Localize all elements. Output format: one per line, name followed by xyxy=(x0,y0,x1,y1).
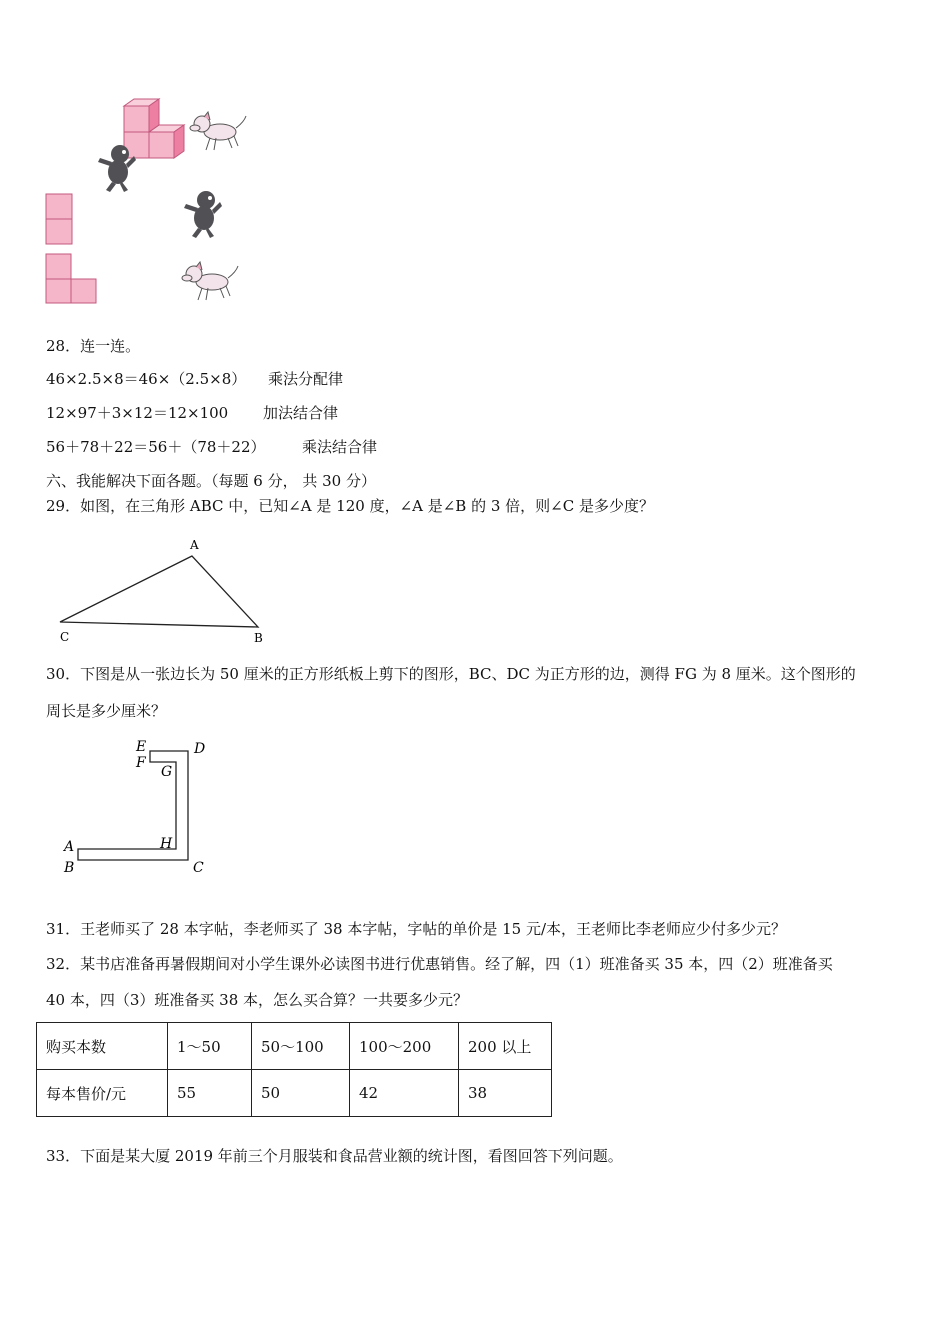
table-cell: 200 以上 xyxy=(459,1023,552,1070)
triangle-abc-figure xyxy=(50,534,280,649)
monkey-icon xyxy=(184,191,222,238)
triangle-label-c: C xyxy=(60,630,70,644)
view-l-squares xyxy=(46,254,96,303)
table-cell: 100～200 xyxy=(350,1023,459,1070)
q28-law-1: 乘法分配律 xyxy=(268,370,344,388)
q31-text: 31．王老师买了 28 本字帖，李老师买了 38 本字帖，字帖的单价是 15 元/本，王老师比李老师应少付多少元？ xyxy=(46,920,787,938)
table-cell: 55 xyxy=(168,1070,252,1117)
shape-label-e: E xyxy=(136,739,147,755)
table-cell: 1～50 xyxy=(168,1023,252,1070)
q28-law-3: 乘法结合律 xyxy=(302,438,378,456)
shape-label-g: G xyxy=(161,764,173,780)
q28-law-2: 加法结合律 xyxy=(263,404,339,422)
shape-label-b: B xyxy=(64,860,75,876)
dog-icon xyxy=(190,112,246,150)
triangle-abc xyxy=(60,556,258,627)
table-cell: 购买本数 xyxy=(37,1023,168,1070)
shape-label-a: A xyxy=(64,839,75,855)
q28-expr-1: 46×2.5×8＝46×（2.5×8） xyxy=(46,370,247,388)
shape-label-c: C xyxy=(193,860,204,876)
triangle-label-a: A xyxy=(190,538,199,552)
table-cell: 每本售价/元 xyxy=(37,1070,168,1117)
shape-label-f: F xyxy=(136,755,146,771)
q28-expr-3: 56＋78＋22＝56＋（78＋22） xyxy=(46,438,266,456)
q28-title: 28．连一连。 xyxy=(46,337,141,355)
table-cell: 42 xyxy=(350,1070,459,1117)
q30-text-line2: 周长是多少厘米？ xyxy=(46,702,167,720)
q33-text: 33．下面是某大厦 2019 年前三个月服装和食品营业额的统计图，看图回答下列问题。 xyxy=(46,1147,623,1165)
q30-text-line1: 30．下图是从一张边长为 50 厘米的正方形纸板上剪下的图形，BC、DC 为正方形的边，测得 FG 为 8 厘米。这个图形的 xyxy=(46,665,856,683)
q28-expr-2: 12×97＋3×12＝12×100 xyxy=(46,404,229,422)
shape-label-h: H xyxy=(160,836,173,852)
l-shape-figure xyxy=(56,734,226,884)
q32-text-line2: 40 本，四（3）班准备买 38 本，怎么买合算？一共要多少元？ xyxy=(46,991,469,1009)
section-six-title: 六、我能解决下面各题。（每题 6 分， 共 30 分） xyxy=(46,472,376,490)
cube-stack-3d xyxy=(124,99,184,158)
q32-text-line1: 32．某书店准备再暑假期间对小学生课外必读图书进行优惠销售。经了解，四（1）班准备买 35 本，四（2）班准备买 xyxy=(46,955,833,973)
shape-label-d: D xyxy=(194,741,206,757)
table-cell: 50 xyxy=(252,1070,350,1117)
cube-view-figure xyxy=(40,92,260,312)
table-row xyxy=(37,1023,552,1070)
table-row xyxy=(37,1070,552,1117)
triangle-label-b: B xyxy=(254,631,263,645)
view-two-squares xyxy=(46,194,72,244)
table-cell: 50～100 xyxy=(252,1023,350,1070)
dog-icon xyxy=(182,262,238,300)
price-table xyxy=(36,1022,552,1117)
table-cell: 38 xyxy=(459,1070,552,1117)
q29-text: 29．如图，在三角形 ABC 中，已知∠A 是 120 度，∠A 是∠B 的 3 倍，则∠C 是多少度？ xyxy=(46,497,654,515)
